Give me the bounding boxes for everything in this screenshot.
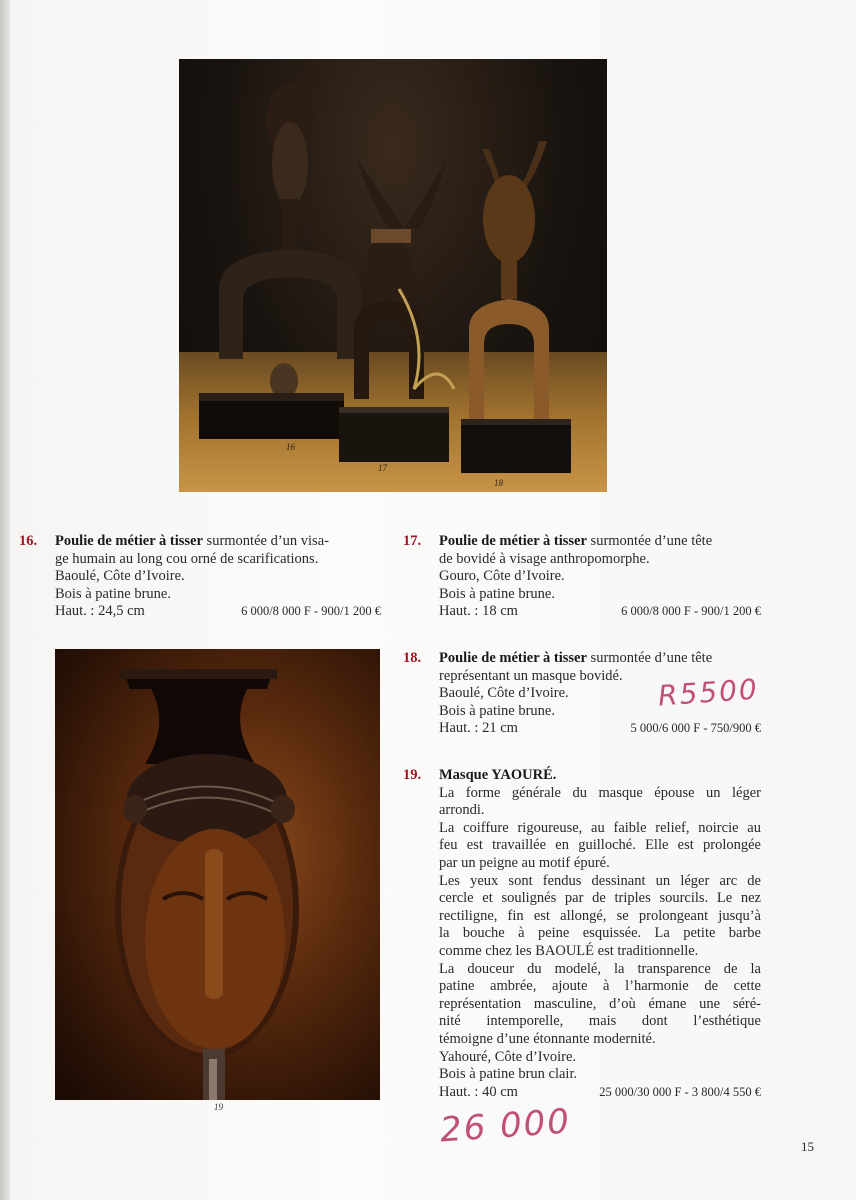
lot-origin: Baoulé, Côte d’Ivoire. [439,685,569,702]
lot-estimate: 6 000/8 000 F - 900/1 200 € [241,604,381,619]
lot-text: nité intemporelle, mais dont l’esthétique [439,1013,761,1030]
lot-number: 16. [19,533,38,549]
lot-number: 19. [403,767,422,783]
handwritten-annotation: R5500 [656,672,760,713]
lot-title: Masque YAOURÉ. [439,767,557,783]
lot-text: feu est travaillée en guilloché. Elle est prolongée [439,837,761,854]
lot-height: Haut. : 21 cm [439,720,518,737]
lot-text: de bovidé à visage anthropomorphe. [439,550,650,567]
lot-estimate: 25 000/30 000 F - 3 800/4 550 € [599,1084,761,1099]
lot-material: Bois à patine brun clair. [439,1066,578,1083]
lot-text: cercle et soulignés par de triples sourcils. Le nez [439,890,761,907]
lot-estimate: 5 000/6 000 F - 750/900 € [630,721,761,736]
lot-origin: Baoulé, Côte d’Ivoire. [55,568,185,585]
page-number: 15 [801,1139,814,1154]
lot-material: Bois à patine brune. [55,585,171,602]
handwritten-annotation: 26 000 [438,1101,573,1151]
lot-text: rectiligne, fin est allongé, se prolongeant jusqu’à [439,907,761,924]
lot-title: Poulie de métier à tisser [439,533,587,549]
lot-text: surmontée d’un visa- [206,533,329,549]
lot-text: comme chez les BAOULÉ est traditionnelle. [439,942,699,959]
lot-text: surmontée d’une tête [590,650,713,666]
lot-text: patine ambrée, ajoute à l’harmonie de cette [439,978,761,995]
lot-text: surmontée d’une tête [590,533,713,549]
lot-number: 18. [403,650,422,666]
lot-material: Bois à patine brune. [439,585,555,602]
lot-height: Haut. : 24,5 cm [55,603,145,620]
lot-text: La forme générale du masque épouse un léger [439,784,761,801]
lot-text: ge humain au long cou orné de scarifications. [55,550,319,567]
lot-origin: Gouro, Côte d’Ivoire. [439,568,565,585]
lot-text: représentation masculine, d’où émane une séré- [439,995,761,1012]
pulleys-illustration [179,59,607,492]
figure-caption: 16 [286,442,295,452]
photo-heddle-pulleys [179,59,607,492]
lot-17-description [439,533,761,621]
lot-height: Haut. : 40 cm [439,1083,518,1100]
photo-yaoure-mask [55,649,380,1100]
lot-estimate: 6 000/8 000 F - 900/1 200 € [621,604,761,619]
lot-text: Les yeux sont fendus dessinant un léger arc de [439,872,761,889]
lot-text: La douceur du modelé, la transparence de la [439,960,761,977]
lot-title: Poulie de métier à tisser [439,650,587,666]
page-gutter [0,0,10,1200]
lot-text: la bouche à peine esquissée. La petite barbe [439,925,761,942]
lot-19-description [439,767,761,1101]
figure-caption: 18 [494,478,503,488]
figure-caption: 19 [214,1102,223,1112]
lot-text: témoigne d’une étonnante modernité. [439,1030,656,1047]
figure-caption: 17 [378,463,387,473]
lot-title: Poulie de métier à tisser [55,533,203,549]
lot-16-description [55,533,381,621]
lot-text: arrondi. [439,802,485,819]
mask-illustration [55,649,380,1100]
lot-text: La coiffure rigoureuse, au faible relief, noircie au [439,819,761,836]
lot-origin: Yahouré, Côte d’Ivoire. [439,1048,577,1065]
lot-height: Haut. : 18 cm [439,603,518,620]
lot-material: Bois à patine brune. [439,702,555,719]
lot-text: représentant un masque bovidé. [439,667,623,684]
lot-number: 17. [403,533,422,549]
lot-text: par un peigne au motif épuré. [439,854,610,871]
